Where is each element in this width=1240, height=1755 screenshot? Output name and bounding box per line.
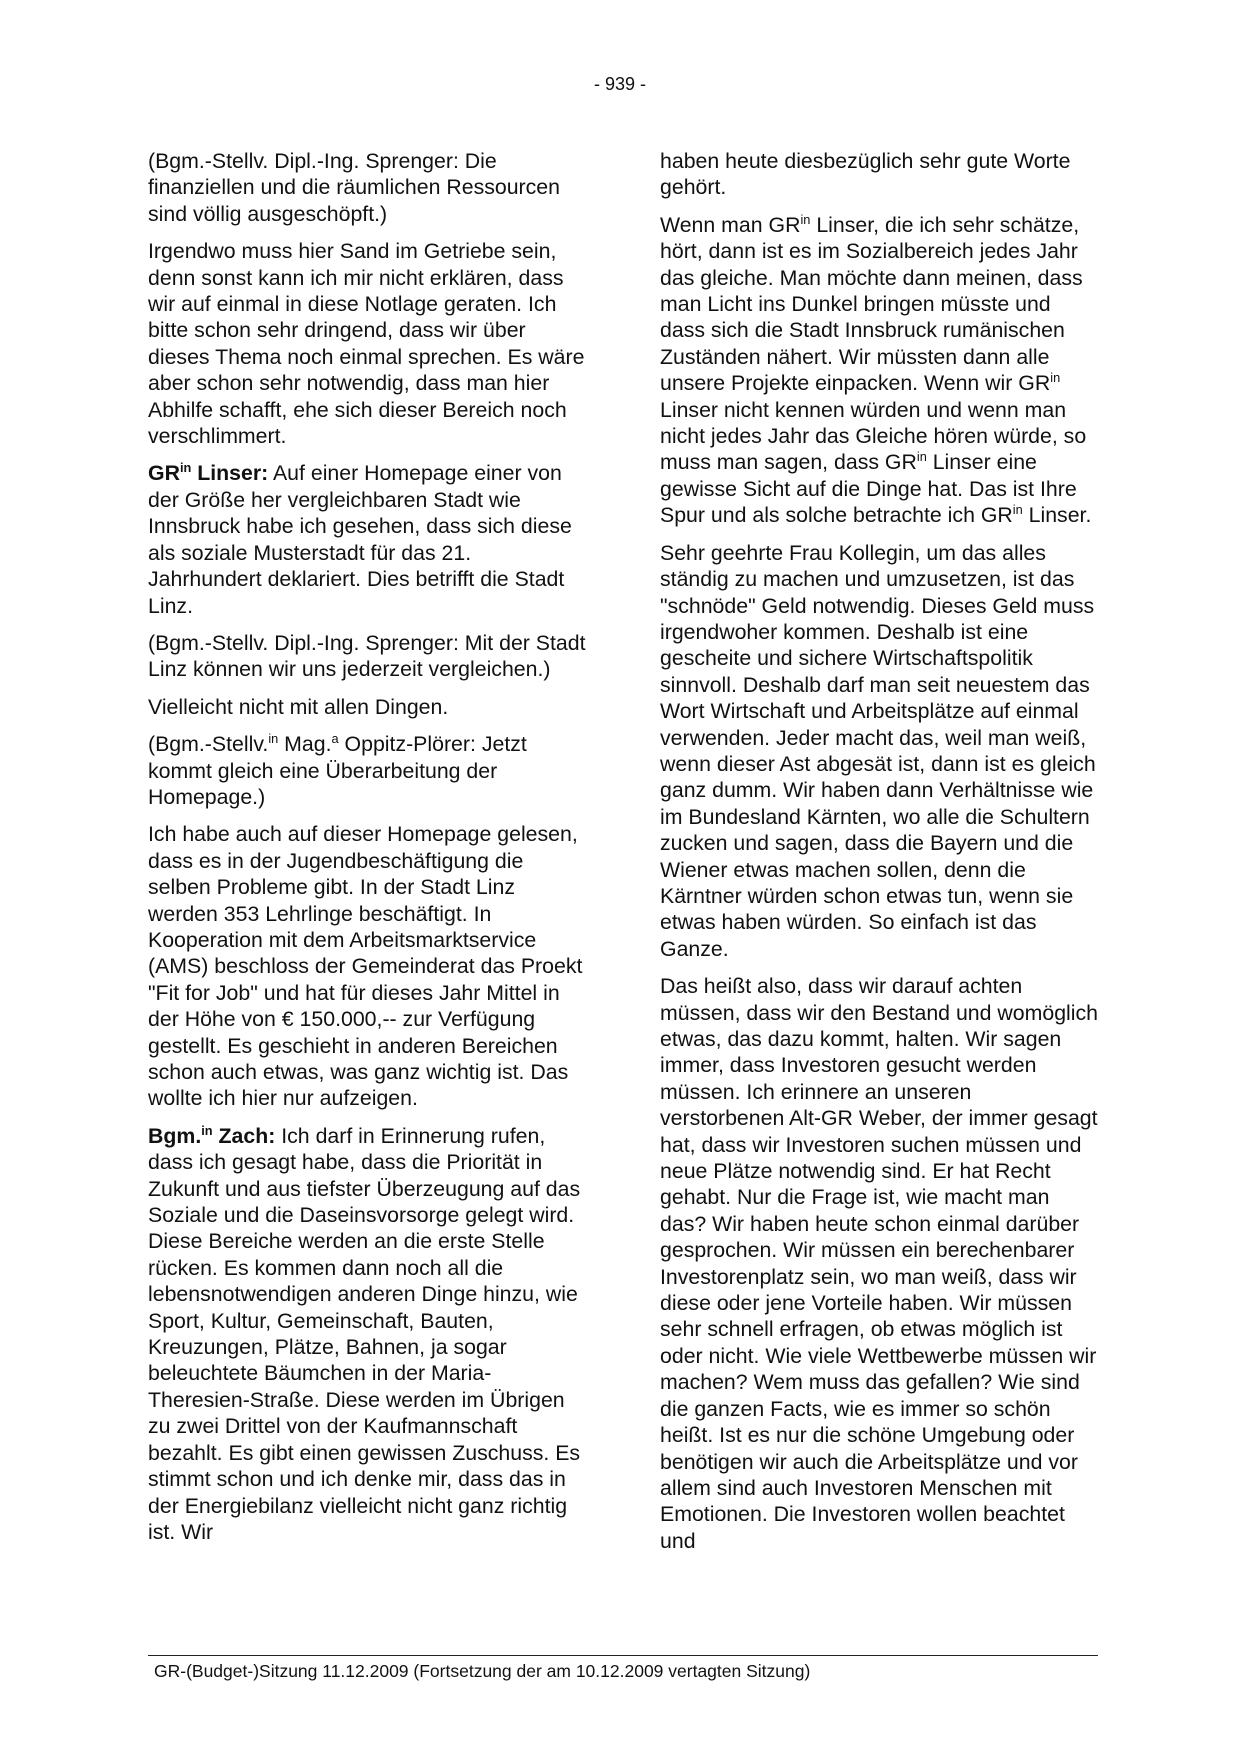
paragraph: haben heute diesbezüglich sehr gute Worte gehört. (660, 149, 1071, 200)
paragraph: (Bgm.-Stellv.$^{in}$ Mag.$^a$ Oppitz-Plörer: Jetzt kommt gleich eine Überarbeitung der Homepage.) (148, 731, 527, 809)
speaker-name: Bgm.$^{in}$ Zach: (148, 1122, 276, 1148)
paragraph: $GR^{in}$ Linser: Auf einer Homepage einer von der Größe her vergleichbaren Stadt wie Innsbruck habe ich gesehen, dass sich diese als soziale Musterstadt für das 21. Jahrhundert deklariert. Dies betrifft die Stadt Linz. (148, 460, 572, 618)
paragraph: (Bgm.-Stellv. Dipl.-Ing. Sprenger: Die finanziellen und die räumlichen Ressourcen sind völlig ausgeschöpft.) (148, 149, 560, 226)
footer-divider (148, 1655, 1098, 1656)
footer-text: GR-(Budget-)Sitzung 11.12.2009 (Fortsetzung der am 10.12.2009 vertagten Sitzung) (154, 1661, 811, 1681)
paragraph: Irgendwo muss hier Sand im Getriebe sein, denn sonst kann ich mir nicht erklären, dass wir auf einmal in diese Notlage geraten. Ich bitte schon sehr dringend, dass wir über dieses Thema noch einmal sprechen. Es wäre aber schon sehr notwendig, dass man hier Abhilfe schafft, ehe sich dieser Bereich noch verschlimmert. (148, 239, 585, 449)
page-number: - 939 - (593, 74, 647, 94)
left-column (148, 148, 588, 1556)
right-column (660, 148, 1100, 1565)
paragraph: Bgm.$^{in}$ Zach: Ich darf in Erinnerung rufen, dass ich gesagt habe, dass die Priorität in Zukunft und aus tiefster Überzeugung auf das Soziale und die Daseinsvorsorge gelegt wird. Diese Bereiche werden an die erste Stelle rücken. Es kommen dann noch all die lebensnotwendigen anderen Dinge hinzu, wie Sport, Kultur, Gemeinschaft, Bauten, Kreuzungen, Plätze, Bahnen, ja sogar beleuchtete Bäumchen in der Maria-Theresien-Straße. Diese werden im Übrigen zu zwei Drittel von der Kaufmannschaft bezahlt. Es gibt einen gewissen Zuschuss. Es stimmt schon und ich denke mir, dass das in der Energiebilanz vielleicht nicht ganz richtig ist. Wir (148, 1122, 581, 1544)
paragraph: Ich habe auch auf dieser Homepage gelesen, dass es in der Jugendbeschäftigung die selben Probleme gibt. In der Stadt Linz werden 353 Lehrlinge beschäftigt. In Kooperation mit dem Arbeitsmarktservice (AMS) beschloss der Gemeinderat das Proekt "Fit for Job" und hat für dieses Jahr Mittel in der Höhe von € 150.000,-- zur Verfügung gestellt. Es geschieht in anderen Bereichen schon auch etwas, was ganz wichtig ist. Das wollte ich hier nur aufzeigen. (148, 822, 583, 1111)
paragraph: Wenn man $GR^{in}$ Linser, die ich sehr schätze, hört, dann ist es im Sozialbereich jedes Jahr das gleiche. Man möchte dann meinen, dass man Licht ins Dunkel bringen müsste und dass sich die Stadt Innsbruck rumänischen Zuständen nähert. Wir müssten dann alle unsere Projekte einpacken. Wenn wir $GR^{in}$ Linser nicht kennen würden und wenn man nicht jedes Jahr das Gleiche hören würde, so muss man sagen, dass $GR^{in}$ Linser eine gewisse Sicht auf die Dinge hat. Das ist Ihre Spur und als solche betrachte ich $GR^{in}$ Linser. (660, 211, 1092, 528)
paragraph: Sehr geehrte Frau Kollegin, um das alles ständig zu machen und umzusetzen, ist das "schnöde" Geld notwendig. Dieses Geld muss irgendwoher kommen. Deshalb ist eine gescheite und sichere Wirtschaftspolitik sinnvoll. Deshalb darf man seit neuestem das Wort Wirtschaft und Arbeitsplätze auf einmal verwenden. Jeder macht das, weil man weiß, wenn dieser Ast abgesät ist, dann ist es gleich ganz dumm. Wir haben dann Verhältnisse wie im Bundesland Kärnten, wo alle die Schultern zucken und sagen, dass die Bayern und die Wiener etwas machen sollen, denn die Kärntner würden schon etwas tun, wenn sie etwas haben würden. So einfach ist das Ganze. (660, 540, 1096, 961)
speaker-name: $GR^{in}$ Linser: (148, 460, 269, 486)
paragraph: (Bgm.-Stellv. Dipl.-Ing. Sprenger: Mit der Stadt Linz können wir uns jederzeit vergleichen.) (148, 630, 586, 682)
paragraph: Das heißt also, dass wir darauf achten müssen, dass wir den Bestand und womöglich etwas, das dazu kommt, halten. Wir sagen immer, dass Investoren gesucht werden müssen. Ich erinnere an unseren verstorbenen Alt-GR Weber, der immer gesagt hat, dass wir Investoren suchen müssen und neue Plätze notwendig sind. Er hat Recht gehabt. Nur die Frage ist, wie macht man das? Wir haben heute schon einmal darüber gesprochen. Wir müssen ein berechenbarer Investorenplatz sein, wo man weiß, dass wir diese oder jene Vorteile haben. Wir müssen sehr schnell erfragen, ob etwas möglich ist oder nicht. Wie viele Wettbewerbe müssen wir machen? Wem muss das gefallen? Wie sind die ganzen Facts, wie es immer so schön heißt. Ist es nur die schöne Umgebung oder benötigen wir auch die Arbeitsplätze und vor allem sind auch Investoren Menschen mit Emotionen. Die Investoren wollen beachtet und (660, 974, 1099, 1553)
paragraph: Vielleicht nicht mit allen Dingen. (148, 694, 449, 719)
